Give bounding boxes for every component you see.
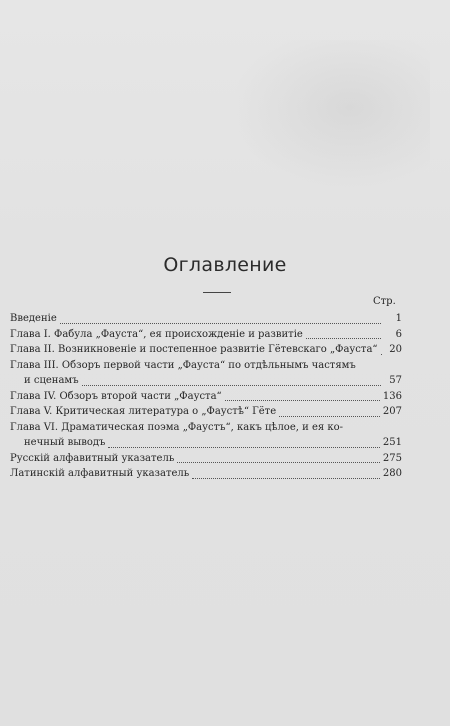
toc-entry-page: 280: [382, 468, 402, 479]
page-title: Оглавление: [163, 254, 287, 276]
toc-entry-page: 6: [395, 328, 402, 340]
title-divider: [203, 292, 231, 293]
show-through-stain: [230, 40, 430, 190]
toc-entry-label: Русскій алфавитный указатель: [10, 452, 175, 464]
toc-entry: [10, 358, 402, 389]
toc-entry: [10, 389, 402, 405]
toc-entry: [10, 342, 402, 358]
toc-entry: [10, 420, 402, 451]
dot-leader: [306, 337, 381, 339]
toc-entry: [10, 451, 402, 467]
toc-entry-page: 207: [382, 406, 402, 417]
toc-entry-continuation: [10, 435, 402, 451]
toc-entry-label: Глава II. Возникновеніе и постепенное развитіе Гётевскаго „Фауста“: [10, 344, 378, 355]
toc-entry: [10, 311, 402, 327]
page-column-header: Стр.: [373, 296, 396, 307]
dot-leader: [192, 477, 380, 479]
dot-leader: [82, 384, 381, 386]
toc-entry-page: 57: [389, 375, 402, 386]
dot-leader: [60, 322, 381, 324]
toc-entry: [10, 404, 402, 420]
toc-entry-label: Латинскій алфавитный указатель: [10, 468, 190, 479]
dot-leader: [177, 461, 380, 463]
toc-entry-label: Глава IV. Обзоръ второй части „Фауста“: [10, 390, 222, 402]
toc-entry-continuation: [10, 373, 402, 389]
toc-entry-label-continued: и сценамъ: [24, 375, 79, 386]
toc-entry-label: Введеніе: [10, 313, 57, 324]
toc-entry-label: Глава I. Фабула „Фауста“, ея происхожденіе и развитіе: [10, 328, 303, 340]
toc-entry-label: Глава VI. Драматическая поэма „Фаустъ“, какъ цѣлое, и ея ко-: [10, 421, 344, 433]
dot-leader: [225, 399, 380, 401]
toc-entry-page: 275: [382, 452, 402, 464]
toc-entry-page: 1: [395, 313, 402, 324]
toc-entry-label-continued: нечный выводъ: [24, 437, 106, 448]
dot-leader: [108, 446, 379, 448]
toc-entry-page: 136: [382, 390, 402, 402]
toc-entry-label: Глава V. Критическая литература о „Фаустѣ“ Гёте: [10, 406, 277, 417]
toc-entry: [10, 327, 402, 343]
toc-entry: [10, 466, 402, 482]
dot-leader: [279, 415, 380, 417]
toc-entry-label: Глава III. Обзоръ первой части „Фауста“ по отдѣльнымъ частямъ: [10, 359, 356, 371]
toc-entry-page: 251: [382, 437, 402, 448]
toc-entry-page: 20: [389, 344, 402, 355]
table-of-contents: [10, 311, 402, 482]
